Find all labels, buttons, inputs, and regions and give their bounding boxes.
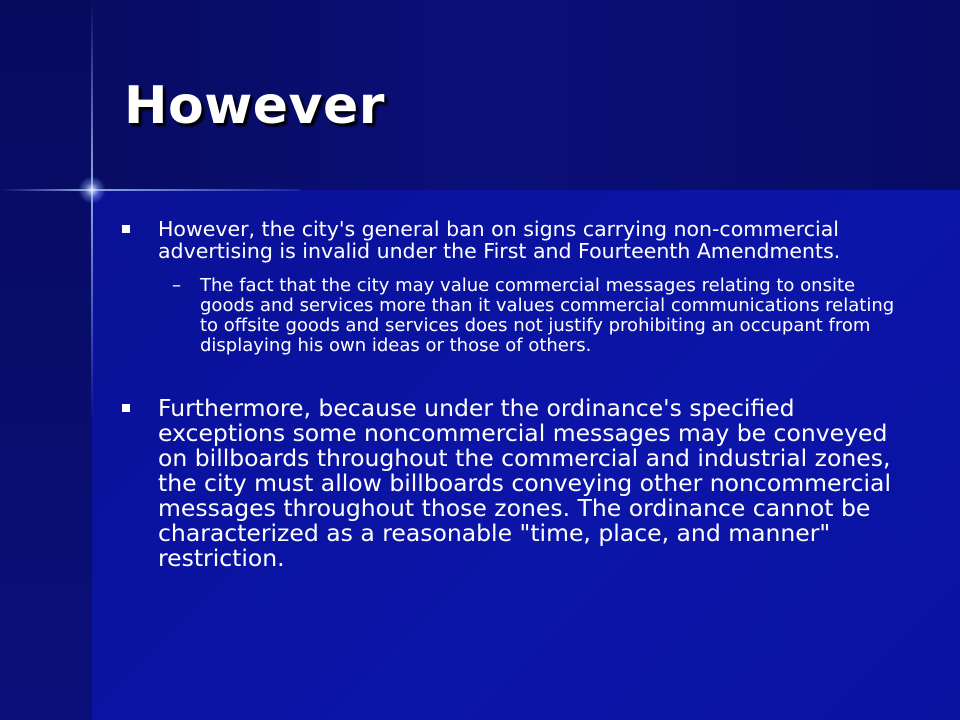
bullet-text: However, the city's general ban on signs carrying non-commercial advertising is invalid under the First and Fourteenth Amendments. [158, 217, 841, 263]
slide-content [120, 218, 900, 585]
star-flare-horizontal [0, 189, 300, 191]
sub-bullet-item [120, 276, 900, 356]
bullet-text: Furthermore, because under the ordinance's specified exceptions some noncommercial messages may be conveyed on billboards throughout the commercial and industrial zones, the city must allow billboards conveying other noncommercial messages throughout those zones. The ordinance cannot be characterized as a reasonable "time, place, and manner" restriction. [158, 394, 891, 572]
square-bullet-icon [122, 404, 130, 412]
star-flare-icon [78, 176, 106, 204]
square-bullet-icon [122, 225, 130, 233]
left-band [0, 0, 92, 720]
bullet-item [120, 218, 900, 262]
star-flare-vertical [91, 0, 93, 420]
sub-bullet-text: The fact that the city may value commercial messages relating to onsite goods and services more than it values commercial communications relating to offsite goods and services does not justify prohibiting an occupant from displaying his own ideas or those of others. [200, 275, 895, 356]
bullet-item [120, 396, 900, 571]
dash-bullet-icon: – [172, 275, 181, 296]
slide-title: However [124, 76, 385, 136]
